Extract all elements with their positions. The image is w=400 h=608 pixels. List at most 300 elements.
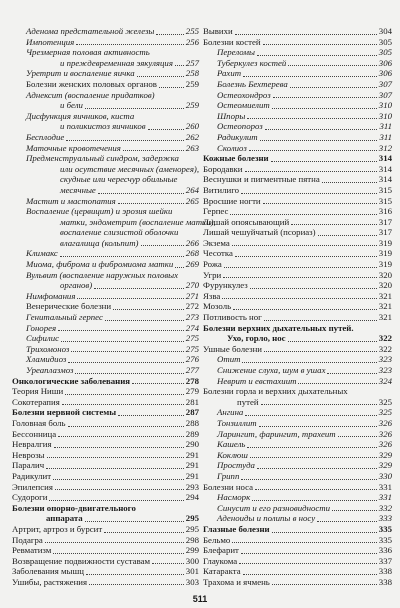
toc-page-number: 332 — [378, 502, 392, 513]
toc-page-number: 295 — [185, 523, 199, 534]
toc-page-number: 314 — [378, 153, 392, 164]
toc-entry[interactable] — [203, 37, 392, 48]
toc-entry-title: Невралгия — [12, 439, 52, 450]
toc-entry-title: Миома, фиброма и фибромиома матки — [26, 259, 174, 270]
toc-entry-title: Мастит и мастопатия — [26, 195, 116, 206]
toc-entry-title: Глаукома — [203, 555, 238, 566]
toc-entry[interactable] — [12, 556, 199, 567]
toc-entry[interactable] — [12, 471, 199, 482]
toc-entry-title: Лишай опоясывающий — [203, 216, 290, 227]
toc-entry[interactable] — [203, 450, 392, 461]
toc-entry[interactable] — [203, 556, 392, 567]
dot-leader — [263, 44, 377, 45]
toc-entry-title: Импотенция — [26, 36, 75, 47]
dot-leader — [224, 267, 377, 268]
dot-leader — [241, 479, 376, 480]
toc-entry[interactable] — [203, 121, 392, 132]
toc-page-number: 307 — [378, 78, 392, 89]
dot-leader — [252, 500, 377, 501]
toc-entry[interactable] — [12, 524, 199, 535]
toc-page-number: 333 — [378, 513, 392, 524]
toc-entry-title: месячные — [60, 184, 96, 195]
toc-entry[interactable] — [203, 344, 392, 355]
toc-entry-title: Болезни верхних дыхательных путей. — [203, 322, 354, 333]
toc-entry[interactable] — [12, 153, 199, 195]
toc-entry-title: Онкологические заболевания — [12, 375, 131, 386]
toc-entry[interactable] — [203, 323, 392, 334]
dot-leader — [68, 426, 184, 427]
toc-entry-title: Теория Ниши — [12, 386, 64, 397]
toc-entry-title: Потливость ног — [203, 312, 262, 323]
toc-entry-title: Экзема — [203, 237, 230, 248]
toc-page-number: 306 — [378, 68, 392, 79]
toc-entry[interactable] — [12, 344, 199, 355]
toc-entry-title: Вросшие ногти — [203, 195, 261, 206]
toc-page-number: 331 — [378, 481, 392, 492]
toc-page-number: 321 — [378, 290, 392, 301]
toc-entry[interactable] — [12, 248, 199, 259]
dot-leader — [61, 341, 184, 342]
toc-entry[interactable] — [12, 376, 199, 387]
dot-leader — [264, 351, 377, 352]
toc-entry[interactable] — [203, 47, 392, 58]
dot-leader — [322, 182, 377, 183]
toc-entry-title: Сифилис — [26, 333, 60, 344]
toc-page-number: 256 — [185, 36, 199, 47]
toc-entry[interactable] — [12, 291, 199, 302]
dot-leader — [261, 404, 377, 405]
toc-page-number: 294 — [185, 492, 199, 503]
toc-page-number: 331 — [378, 492, 392, 503]
toc-entry[interactable] — [12, 132, 199, 143]
toc-page-number: 279 — [185, 386, 199, 397]
toc-entry[interactable] — [203, 301, 392, 312]
toc-entry-title: Заболевания мышц — [12, 566, 84, 577]
toc-page-number: 335 — [378, 534, 392, 545]
toc-entry-title: влагалища (кольпит) — [60, 237, 139, 248]
toc-entry[interactable] — [12, 79, 199, 90]
dot-leader — [65, 394, 184, 395]
toc-page-number: 266 — [185, 237, 199, 248]
toc-entry-title: Бесплодие — [26, 131, 65, 142]
toc-page-number: 329 — [378, 449, 392, 460]
dot-leader — [250, 457, 377, 458]
dot-leader — [152, 563, 184, 564]
toc-entry[interactable] — [203, 227, 392, 238]
toc-entry[interactable] — [12, 535, 199, 546]
dot-leader — [86, 574, 184, 575]
toc-entry-title: скудные или чересчур обильные — [60, 174, 178, 185]
toc-entry[interactable] — [203, 503, 392, 514]
dot-leader — [222, 298, 377, 299]
toc-entry[interactable] — [203, 471, 392, 482]
toc-entry-title: Судороги — [12, 492, 48, 503]
toc-entry[interactable] — [203, 376, 392, 387]
toc-entry[interactable] — [12, 90, 199, 111]
toc-entry[interactable] — [203, 566, 392, 577]
toc-entry-title: Витилиго — [203, 184, 240, 195]
toc-entry-title: Предменструальный синдром, задержка — [26, 153, 179, 164]
toc-page-number: 275 — [185, 343, 199, 354]
dot-leader — [247, 118, 376, 119]
toc-page-number: 274 — [185, 322, 199, 333]
dot-leader — [89, 584, 184, 585]
toc-page-number: 312 — [378, 142, 392, 153]
toc-page-number: 291 — [185, 470, 199, 481]
toc-entry-title: Бельмо — [203, 534, 231, 545]
toc-entry[interactable] — [203, 386, 392, 407]
toc-entry-title: Насморк — [217, 492, 251, 503]
toc-page-number: 326 — [378, 439, 392, 450]
dot-leader — [118, 203, 184, 204]
toc-entry[interactable] — [12, 545, 199, 556]
toc-entry[interactable] — [12, 439, 199, 450]
toc-page-number: 315 — [378, 195, 392, 206]
dot-leader — [141, 245, 184, 246]
dot-leader — [250, 288, 377, 289]
dot-leader — [66, 140, 184, 141]
toc-entry-title: органов) — [60, 280, 93, 291]
toc-entry-title: Простуда — [217, 460, 255, 471]
toc-entry-title: Ушибы, растяжения — [12, 576, 88, 587]
toc-page-number: 317 — [378, 227, 392, 238]
toc-page-number: 329 — [378, 460, 392, 471]
toc-entry-title: Ангина — [217, 407, 244, 418]
toc-entry[interactable] — [203, 354, 392, 365]
toc-entry[interactable] — [203, 79, 392, 90]
toc-entry-title: Бородавки — [203, 163, 243, 174]
dot-leader — [47, 457, 184, 458]
toc-entry[interactable] — [12, 196, 199, 207]
toc-entry-title: Аднексит (воспаление придатков) — [26, 89, 155, 100]
toc-page-number: 259 — [185, 100, 199, 111]
toc-page-number: 299 — [185, 545, 199, 556]
dot-leader — [239, 563, 377, 564]
toc-page-number: 311 — [379, 131, 392, 142]
toc-entry[interactable] — [12, 397, 199, 408]
toc-entry[interactable] — [203, 174, 392, 185]
toc-entry[interactable] — [12, 312, 199, 323]
dot-leader — [288, 341, 377, 342]
toc-entry[interactable] — [203, 185, 392, 196]
dot-leader — [85, 108, 184, 109]
dot-leader — [55, 489, 184, 490]
toc-page-number: 319 — [378, 237, 392, 248]
toc-entry-title: Болезни женских половых органов — [26, 78, 157, 89]
toc-entry[interactable] — [12, 450, 199, 461]
toc-page-number: 258 — [185, 68, 199, 79]
dot-leader — [71, 351, 183, 352]
toc-entry-title: Ларингит, фарингит, трахеит — [217, 428, 336, 439]
toc-entry-title: Остеохондроз — [217, 89, 271, 100]
toc-entry[interactable] — [203, 439, 392, 450]
toc-page-number: 310 — [378, 110, 392, 121]
toc-page-number: 338 — [378, 576, 392, 587]
toc-entry-title: Радикулит — [217, 131, 258, 142]
toc-entry-title: Уреаплазмоз — [26, 365, 74, 375]
toc-page-number: 310 — [378, 100, 392, 111]
toc-page-number: 324 — [378, 375, 392, 386]
toc-page-number: 291 — [185, 460, 199, 471]
toc-entry-title: Неврозы — [12, 449, 45, 460]
toc-entry[interactable] — [12, 482, 199, 493]
toc-entry-title: или осутствие месячных (аменорея), — [60, 163, 200, 174]
toc-entry[interactable] — [203, 270, 392, 281]
dot-leader — [58, 436, 184, 437]
toc-entry-title: Сколиоз — [217, 142, 247, 153]
toc-page-number: 288 — [185, 417, 199, 428]
toc-entry-title: Гонорея — [26, 322, 57, 333]
toc-page-number: 290 — [185, 439, 199, 450]
toc-page-number: 303 — [185, 576, 199, 587]
toc-entry-title: Болезни нервной системы — [12, 407, 117, 418]
toc-page-number: 262 — [185, 131, 199, 142]
dot-leader — [232, 542, 376, 543]
toc-entry-title: Генитальный герпес — [26, 312, 103, 323]
toc-entry[interactable] — [203, 577, 392, 588]
toc-entry[interactable] — [12, 407, 199, 418]
dot-leader — [298, 383, 376, 384]
toc-page-number: 314 — [378, 163, 392, 174]
dot-leader — [332, 510, 377, 511]
toc-entry-title: воспаление слизистой оболочки — [60, 227, 179, 238]
toc-entry-title: Синусит и его разновидности — [217, 502, 330, 513]
toc-entry[interactable] — [203, 280, 392, 291]
toc-entry-title: Ушные болезни — [203, 343, 263, 354]
toc-entry-title: Вывихи — [203, 26, 233, 36]
dot-leader — [247, 447, 376, 448]
dot-leader — [62, 404, 184, 405]
toc-entry-title: Остеомиелит — [217, 100, 270, 111]
dot-leader — [272, 532, 377, 533]
toc-entry[interactable] — [203, 238, 392, 249]
toc-entry[interactable] — [203, 143, 392, 154]
toc-page-number: 255 — [185, 26, 199, 36]
toc-page-number: 277 — [185, 365, 199, 375]
toc-entry-title: Болезни горла и верхних дыхательных — [203, 386, 348, 397]
toc-entry-title: Катаракта — [203, 566, 241, 577]
toc-entry[interactable] — [203, 196, 392, 207]
toc-entry[interactable] — [12, 323, 199, 334]
dot-leader — [58, 330, 184, 331]
toc-entry[interactable] — [203, 100, 392, 111]
dot-leader — [241, 193, 377, 194]
dot-leader — [113, 309, 184, 310]
toc-entry-title: Уретрит и воспаление яичка — [26, 68, 135, 79]
toc-entry-title: и поликистоз яичников — [60, 121, 146, 132]
toc-entry[interactable] — [203, 524, 392, 535]
toc-entry[interactable] — [12, 577, 199, 588]
dot-leader — [230, 214, 376, 215]
toc-entry[interactable] — [12, 37, 199, 48]
toc-page-number: 316 — [378, 206, 392, 217]
dot-leader — [53, 479, 184, 480]
toc-page-number: 320 — [378, 280, 392, 291]
dot-leader — [123, 150, 184, 151]
dot-leader — [257, 55, 377, 56]
toc-entry[interactable] — [203, 482, 392, 493]
toc-entry-title: Язва — [203, 290, 221, 301]
toc-entry[interactable] — [203, 248, 392, 259]
toc-page-number: 270 — [185, 280, 199, 291]
dot-leader — [175, 267, 184, 268]
toc-entry[interactable] — [12, 301, 199, 312]
toc-entry[interactable] — [203, 259, 392, 270]
toc-entry[interactable] — [12, 460, 199, 471]
toc-entry[interactable] — [203, 111, 392, 122]
toc-entry[interactable] — [12, 26, 199, 37]
toc-page-number: 281 — [185, 396, 199, 407]
dot-leader — [235, 34, 377, 35]
toc-page-number: 291 — [185, 449, 199, 460]
dot-leader — [94, 288, 184, 289]
toc-page-number: 330 — [378, 470, 392, 481]
toc-entry[interactable] — [12, 270, 199, 291]
toc-page-number: 315 — [378, 184, 392, 195]
toc-entry[interactable] — [12, 386, 199, 397]
toc-entry[interactable] — [203, 492, 392, 503]
toc-page-number: 326 — [378, 428, 392, 439]
toc-entry[interactable] — [203, 58, 392, 69]
toc-entry[interactable] — [12, 492, 199, 503]
toc-entry[interactable] — [203, 153, 392, 164]
toc-entry-title: Болезни носа — [203, 481, 254, 492]
toc-page-number: 264 — [185, 184, 199, 195]
toc-entry[interactable] — [12, 503, 199, 524]
toc-entry[interactable] — [12, 354, 199, 365]
dot-leader — [232, 245, 377, 246]
dot-leader — [317, 521, 377, 522]
toc-entry[interactable] — [203, 164, 392, 175]
toc-entry-title: Болезни опорно-двигательного — [12, 502, 136, 513]
toc-entry[interactable] — [203, 407, 392, 418]
dot-leader — [175, 65, 184, 66]
dot-leader — [104, 532, 184, 533]
toc-page-number: 275 — [185, 333, 199, 344]
toc-entry[interactable] — [203, 291, 392, 302]
toc-entry[interactable] — [203, 418, 392, 429]
toc-entry-title: Шпоры — [217, 110, 246, 121]
dot-leader — [156, 34, 183, 35]
toc-entry[interactable] — [12, 333, 199, 344]
dot-leader — [85, 521, 184, 522]
toc-entry-title: Маточные кровотечения — [26, 142, 121, 153]
toc-entry[interactable] — [203, 365, 392, 376]
dot-leader — [242, 362, 376, 363]
toc-page-number: 301 — [185, 566, 199, 577]
toc-entry-title: Снижение слуха, шум в ушах — [217, 365, 326, 375]
toc-entry[interactable] — [203, 429, 392, 440]
toc-entry[interactable] — [12, 111, 199, 132]
dot-leader — [105, 320, 184, 321]
toc-entry[interactable] — [203, 132, 392, 143]
toc-page-number: 317 — [378, 216, 392, 227]
toc-entry[interactable] — [203, 206, 392, 217]
toc-page-number: 304 — [378, 26, 392, 36]
toc-entry-title: и преждевременная эякуляция — [60, 57, 173, 68]
toc-entry-title: Переломы — [217, 47, 255, 58]
toc-entry[interactable] — [203, 68, 392, 79]
dot-leader — [60, 256, 184, 257]
toc-entry-title: Трихомоноз — [26, 343, 70, 354]
toc-entry-title: Климакс — [26, 248, 58, 259]
toc-entry-title: Веснушки и пигментные пятна — [203, 174, 320, 185]
toc-page-number: 338 — [378, 566, 392, 577]
toc-entry[interactable] — [12, 68, 199, 79]
toc-entry[interactable] — [12, 143, 199, 154]
toc-entry-title: Венерические болезни — [26, 301, 112, 312]
toc-entry[interactable] — [12, 365, 199, 376]
dot-leader — [223, 277, 377, 278]
toc-entry-title: Чрезмерная половая активность — [26, 47, 150, 58]
toc-entry-title: Туберкулез костей — [217, 57, 287, 68]
dot-leader — [245, 171, 377, 172]
toc-page-number: 287 — [185, 407, 199, 418]
toc-page-number: 300 — [185, 555, 199, 566]
toc-entry[interactable] — [12, 418, 199, 429]
toc-entry-title: Головная боль — [12, 417, 66, 428]
toc-entry-title: Хламидиоз — [26, 354, 67, 365]
toc-page-number: 335 — [378, 523, 392, 534]
toc-page-number: 272 — [185, 301, 199, 312]
toc-entry-title: Воспаление (цервицит) и эрозия шейки — [26, 206, 173, 217]
toc-entry[interactable] — [203, 26, 392, 37]
toc-page-number: 337 — [378, 555, 392, 566]
dot-leader — [118, 415, 184, 416]
toc-entry[interactable] — [203, 460, 392, 471]
dot-leader — [257, 468, 377, 469]
toc-entry-title: и бели — [60, 100, 83, 111]
toc-entry[interactable] — [203, 90, 392, 101]
toc-entry-title: Ухо, горло, нос — [227, 333, 286, 344]
toc-entry[interactable] — [12, 47, 199, 68]
toc-page-number: 306 — [378, 57, 392, 68]
toc-entry-title: Подагра — [12, 534, 43, 545]
dot-leader — [98, 193, 184, 194]
toc-entry[interactable] — [203, 333, 392, 344]
toc-page-number: 322 — [378, 343, 392, 354]
dot-leader — [318, 235, 377, 236]
toc-entry[interactable] — [203, 217, 392, 228]
toc-entry[interactable] — [203, 312, 392, 323]
dot-leader — [243, 574, 377, 575]
toc-entry[interactable] — [203, 545, 392, 556]
toc-entry-title: Лишай чешуйчатый (псориаз) — [203, 227, 316, 238]
toc-entry[interactable] — [12, 429, 199, 440]
toc-entry[interactable] — [12, 566, 199, 577]
dot-leader — [272, 584, 377, 585]
toc-entry-title: Аденома предстательной железы — [26, 26, 155, 36]
toc-entry-title: Угри — [203, 269, 222, 280]
dot-leader — [264, 320, 377, 321]
toc-entry[interactable] — [12, 259, 199, 270]
toc-page-number: 276 — [185, 354, 199, 365]
dot-leader — [241, 553, 377, 554]
dot-leader — [68, 362, 184, 363]
toc-entry-title: Блефарит — [203, 545, 239, 556]
toc-page-number: 278 — [185, 375, 199, 386]
toc-entry-title: Паралич — [12, 460, 45, 471]
toc-entry-title: Герпес — [203, 206, 229, 217]
toc-entry[interactable] — [203, 535, 392, 546]
dot-leader — [338, 436, 377, 437]
toc-entry-title: Грипп — [217, 470, 240, 481]
toc-page-number: 269 — [185, 259, 199, 270]
toc-entry[interactable] — [203, 513, 392, 524]
toc-page-number: 319 — [378, 248, 392, 259]
toc-page-number: 273 — [185, 312, 199, 323]
dot-leader — [49, 500, 183, 501]
